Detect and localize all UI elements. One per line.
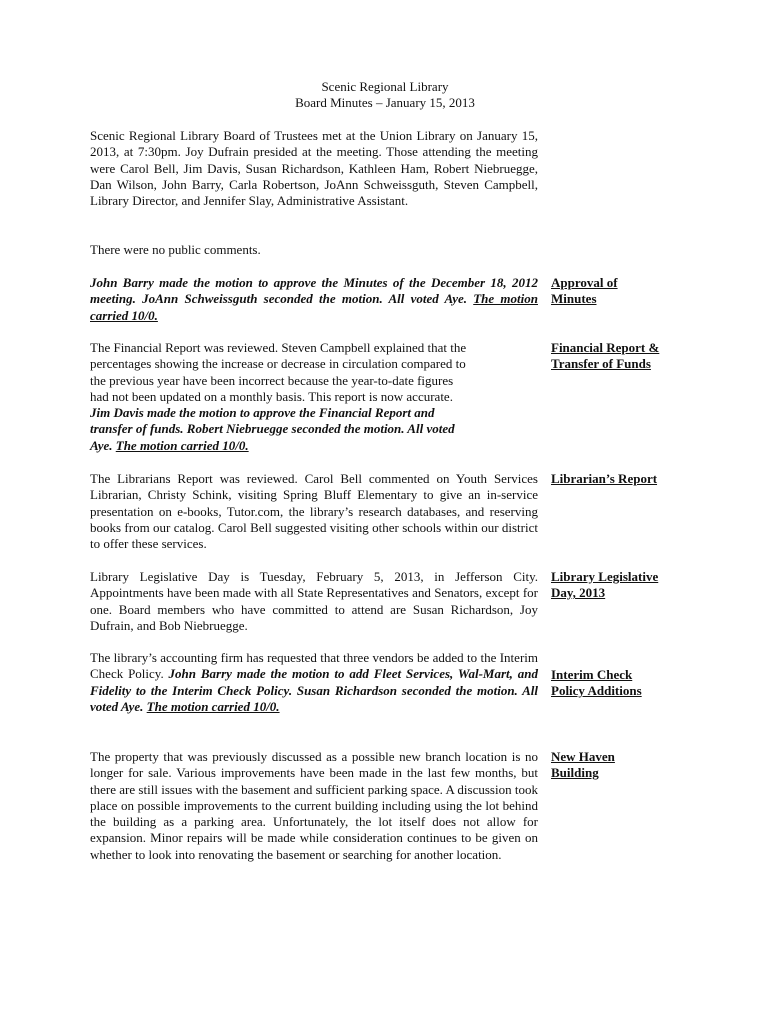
sidebar-heading-line: Financial Report &	[551, 340, 660, 355]
sidebar-heading-line: Building	[551, 765, 599, 781]
financial-carried: The motion carried 10/0.	[115, 437, 249, 453]
financial-motion-aye: Aye.	[90, 437, 116, 453]
sidebar-heading-line: Library Legislative	[551, 569, 659, 584]
sidebar-heading-line: Transfer of Funds	[551, 356, 651, 372]
interim-motion: John Barry made the motion to add Fleet Services, Wal-Mart, and Fidelity to the Interim Check Policy. Susan Richardson seconded the motion. All voted Aye.	[90, 666, 538, 714]
new-haven-paragraph	[90, 749, 538, 863]
financial-paragraph	[90, 340, 538, 454]
document-header	[0, 79, 770, 111]
sidebar-heading-line: Approval of	[551, 275, 618, 290]
interim-intro: The library’s accounting firm has requested that three vendors be added to the Interim Check Policy.	[90, 650, 538, 682]
intro-text: Scenic Regional Library Board of Trustees met at the Union Library on January 15, 2013, at 7:30pm. Joy Dufrain presided at the meeting. Those attending the meeting were Carol Bell, Jim Davis, Susan Richardson, Kathleen Ham, Robert Niebruegge, Dan Wilson, John Barry, Carla Robertson, JoAnn Schweissguth, Steven Campbell, Library Director, and Jennifer Slay, Administrative Assistant.	[90, 128, 538, 209]
minutes-text	[90, 275, 538, 324]
sidebar-heading-new-haven-building	[551, 749, 691, 782]
sidebar-heading-financial-report	[551, 340, 691, 373]
interim-paragraph	[90, 650, 538, 715]
financial-motion-line: Jim Davis made the motion to approve the Financial Report and	[90, 405, 435, 421]
legislative-paragraph	[90, 569, 538, 634]
legislative-text: Library Legislative Day is Tuesday, February 5, 2013, in Jefferson City. Appointments have been made with all State Representatives and Senators, except for one. Board members who have committed to attend are Susan Richardson, Joy Dufrain, and Bob Niebruegge.	[90, 569, 538, 633]
intro-paragraph	[90, 128, 538, 209]
sidebar-heading-line: Policy Additions	[551, 683, 642, 699]
financial-line: had not been updated on a monthly basis. This report is now accurate.	[90, 388, 453, 404]
sidebar-heading-line: Librarian’s Report	[551, 471, 658, 486]
minutes-carried: The motion carried 10/0.	[90, 291, 538, 323]
interim-text	[90, 650, 538, 715]
document-subtitle: Board Minutes – January 15, 2013	[295, 95, 475, 110]
sidebar-heading-librarians-report	[551, 471, 691, 487]
sidebar-heading-approval-of-minutes	[551, 275, 691, 308]
financial-line: the previous year have been incorrect because the year-to-date figures	[90, 372, 454, 388]
librarian-text: The Librarians Report was reviewed. Carol Bell commented on Youth Services Librarian, Christy Schink, visiting Spring Bluff Elementary to give an in-service presentation on e-books, Tutor.com, the library’s research databases, and reserving books from our catalog. Carol Bell suggested visiting other schools within our district to offer these services.	[90, 471, 538, 552]
librarian-paragraph	[90, 471, 538, 552]
financial-motion-line	[90, 438, 538, 454]
financial-motion-line: transfer of funds. Robert Niebruegge seconded the motion. All voted	[90, 421, 455, 437]
public-comments-paragraph	[90, 242, 538, 258]
interim-carried: The motion carried 10/0.	[146, 698, 280, 714]
minutes-paragraph	[90, 275, 538, 324]
document-title: Scenic Regional Library	[321, 79, 449, 94]
sidebar-heading-line: New Haven	[551, 749, 615, 764]
sidebar-heading-interim-check-policy	[551, 667, 691, 700]
sidebar-heading-line: Day, 2013	[551, 585, 606, 601]
sidebar-heading-library-legislative-day	[551, 569, 691, 602]
new-haven-text: The property that was previously discussed as a possible new branch location is no longer for sale. Various improvements have been made in the last few months, but there are still issues with the basement and sufficient parking space. A discussion took place on possible improvements to the current building including using the lot behind the building as a parking area. Unfortunately, the lot itself does not allow for expansion. Minor repairs will be made while consideration continues to be given on whether to look into renovating the basement or searching for another location.	[90, 749, 538, 862]
sidebar-heading-line: Minutes	[551, 291, 597, 307]
financial-line: The Financial Report was reviewed. Steven Campbell explained that the	[90, 340, 467, 355]
financial-line: percentages showing the increase or decrease in circulation compared to	[90, 356, 466, 372]
sidebar-heading-line: Interim Check	[551, 667, 633, 682]
public-comments-text: There were no public comments.	[90, 242, 261, 257]
minutes-motion: John Barry made the motion to approve the Minutes of the December 18, 2012 meeting. JoAnn Schweissguth seconded the motion. All voted Aye.	[90, 275, 538, 307]
